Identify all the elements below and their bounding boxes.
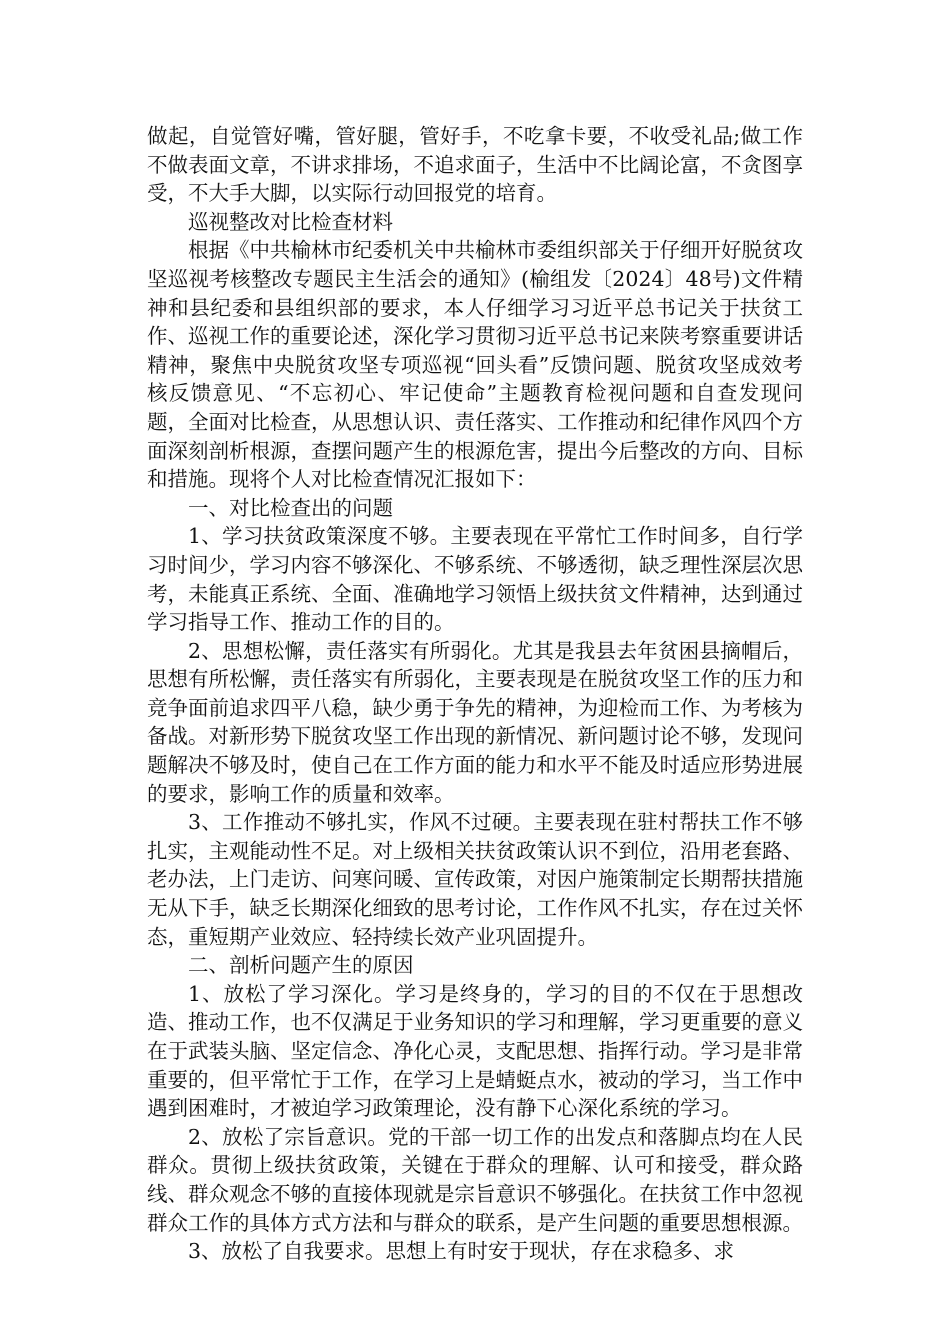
heading-problems: 一、对比检查出的问题 bbox=[188, 495, 393, 520]
paragraph-intro: 根据《中共榆林市纪委机关中共榆林市委组织部关于仔细开好脱贫攻坚巡视考核整改专题民主生活会的通知》(榆组发〔2024〕48号)文件精神和县纪委和县组织部的要求，本人仔细学习习近平总书记关于扶贫工作、巡视工作的重要论述，深化学习贯彻习近平总书记来陕考察重要讲话精神，聚焦中央脱贫攻坚专项巡视“回头看”反馈问题、脱贫攻坚成效考核反馈意见、“不忘初心、牢记使命”主题教育检视问题和自查发现问题，全面对比检查，从思想认识、责任落实、工作推动和纪律作风四个方面深刻剖析根源，查摆问题产生的根源危害，提出今后整改的方向、目标和措施。现将个人对比检查情况汇报如下： bbox=[147, 238, 803, 492]
paragraph-cause-2: 2、放松了宗旨意识。党的干部一切工作的出发点和落脚点均在人民群众。贯彻上级扶贫政策，关键在于群众的理解、认可和接受，群众路线、群众观念不够的直接体现就是宗旨意识不够强化。在扶贫工作中忽视群众工作的具体方式方法和与群众的联系，是产生问题的重要思想根源。 bbox=[147, 1124, 803, 1235]
paragraph-problem-2: 2、思想松懈，责任落实有所弱化。尤其是我县去年贫困县摘帽后，思想有所松懈，责任落实有所弱化，主要表现是在脱贫攻坚工作的压力和竞争面前追求四平八稳，缺少勇于争先的精神，为迎检而工作、为考核为备战。对新形势下脱贫攻坚工作出现的新情况、新问题讨论不够，发现问题解决不够及时，使自己在工作方面的能力和水平不能及时适应形势进展的要求，影响工作的质量和效率。 bbox=[147, 638, 803, 806]
paragraph-cause-3: 3、放松了自我要求。思想上有时安于现状，存在求稳多、求 bbox=[188, 1239, 735, 1264]
paragraph-problem-3: 3、工作推动不够扎实，作风不过硬。主要表现在驻村帮扶工作不够扎实，主观能动性不足。对上级相关扶贫政策认识不到位，沿用老套路、老办法，上门走访、问寒问暖、宣传政策，对因户施策制定长期帮扶措施无从下手，缺乏长期深化细致的思考讨论，工作作风不扎实，存在过关怀态，重短期产业效应、轻持续长效产业巩固提升。 bbox=[147, 810, 803, 949]
paragraph-problem-1: 1、学习扶贫政策深度不够。主要表现在平常忙工作时间多，自行学习时间少，学习内容不够深化、不够系统、不够透彻，缺乏理性深层次思考，未能真正系统、全面、准确地学习领悟上级扶贫文件精神，达到通过学习指导工作、推动工作的目的。 bbox=[147, 524, 803, 635]
document-body bbox=[147, 122, 803, 1266]
paragraph-cause-1: 1、放松了学习深化。学习是终身的，学习的目的不仅在于思想改造、推动工作，也不仅满足于业务知识的学习和理解，学习更重要的意义在于武装头脑、坚定信念、净化心灵，支配思想、指挥行动。学习是非常重要的，但平常忙于工作，在学习上是蜻蜓点水，被动的学习，当工作中遇到困难时，才被迫学习政策理论，没有静下心深化系统的学习。 bbox=[147, 981, 803, 1121]
paragraph-continuation: 做起，自觉管好嘴，管好腿，管好手，不吃拿卡要，不收受礼品;做工作不做表面文章，不讲求排场，不追求面子，生活中不比阔论富，不贪图享受，不大手大脚，以实际行动回报党的培育。 bbox=[147, 124, 803, 206]
section-title: 巡视整改对比检查材料 bbox=[188, 209, 393, 234]
heading-causes: 二、剖析问题产生的原因 bbox=[188, 953, 414, 978]
